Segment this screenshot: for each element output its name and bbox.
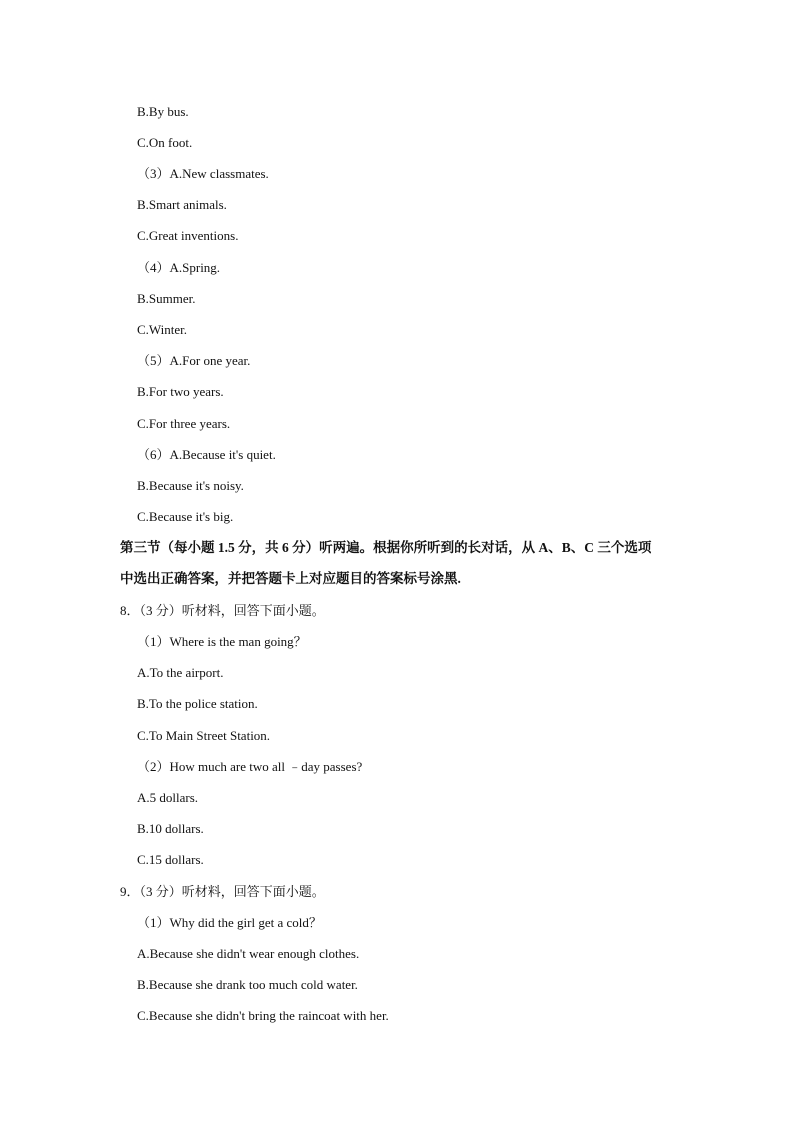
question-8-1-option-b: B.To the police station.: [137, 696, 258, 711]
question-8-stem: 8．（3 分）听材料，回答下面小题。: [120, 603, 325, 618]
question-5-option-a: （5）A.For one year.: [137, 353, 251, 368]
question-8-1-option-a: A.To the airport.: [137, 665, 224, 680]
question-9-1-option-c: C.Because she didn't bring the raincoat with her.: [137, 1008, 389, 1023]
option-2c: C.On foot.: [137, 135, 193, 150]
question-8-1-prompt: （1）Where is the man going？: [137, 634, 307, 649]
question-8-2-option-b: B.10 dollars.: [137, 821, 204, 836]
question-9-1-option-a: A.Because she didn't wear enough clothes.: [137, 946, 360, 961]
question-5-option-b: B.For two years.: [137, 384, 224, 399]
question-6-option-c: C.Because it's big.: [137, 509, 234, 524]
section-3-heading-continued: 中选出正确答案，并把答题卡上对应题目的答案标号涂黑.: [120, 571, 461, 586]
question-8-2-option-c: C.15 dollars.: [137, 852, 204, 867]
question-8-1-option-c: C.To Main Street Station.: [137, 728, 271, 743]
question-5-option-c: C.For three years.: [137, 416, 231, 431]
question-9-1-option-b: B.Because she drank too much cold water.: [137, 977, 358, 992]
option-2b: B.By bus.: [137, 104, 189, 119]
question-4-option-a: （4）A.Spring.: [137, 260, 221, 275]
question-9-1-prompt: （1）Why did the girl get a cold？: [137, 915, 322, 930]
section-3-heading: 第三节（每小题 1.5 分，共 6 分）听两遍。根据你所听到的长对话，从 A、B、C 三个选项: [120, 540, 652, 555]
question-3-option-c: C.Great inventions.: [137, 228, 239, 243]
question-3-option-b: B.Smart animals.: [137, 197, 227, 212]
question-3-option-a: （3）A.New classmates.: [137, 166, 269, 181]
question-4-option-c: C.Winter.: [137, 322, 188, 337]
question-6-option-b: B.Because it's noisy.: [137, 478, 244, 493]
question-8-2-prompt: （2）How much are two all ﹣day passes?: [137, 759, 363, 774]
question-8-2-option-a: A.5 dollars.: [137, 790, 199, 805]
question-9-stem: 9．（3 分）听材料，回答下面小题。: [120, 884, 325, 899]
question-6-option-a: （6）A.Because it's quiet.: [137, 447, 276, 462]
question-4-option-b: B.Summer.: [137, 291, 196, 306]
